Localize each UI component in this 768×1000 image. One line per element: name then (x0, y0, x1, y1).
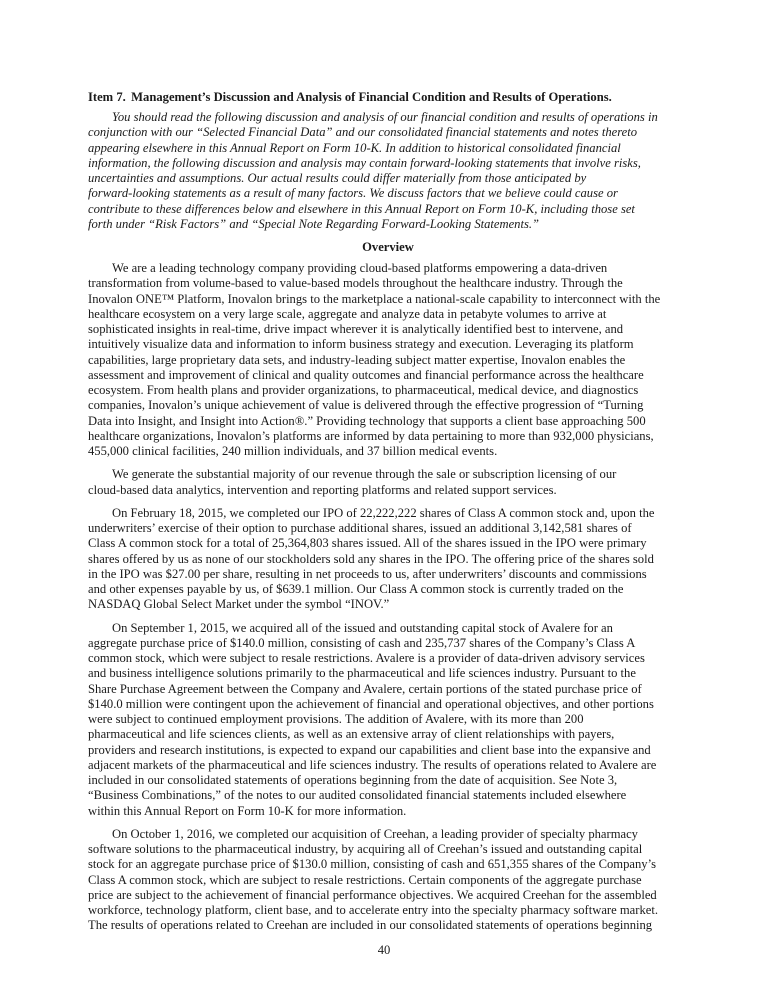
text-line: Inovalon ONE™ Platform, Inovalon brings to the marketplace a national-scale capability to interconnect with the (88, 291, 661, 306)
text-line: Class A common stock for a total of 25,364,803 shares issued. All of the shares issued in the IPO were primary (88, 536, 647, 551)
text-line: underwriters’ exercise of their option to purchase additional shares, issued an additional 3,142,581 shares of (88, 521, 632, 535)
text-line: forward-looking statements as a result of many factors. We discuss factors that we believe could cause or (88, 186, 618, 201)
text-line: were subject to continued employment provisions. The addition of Avalere, with its more than 200 (88, 712, 584, 726)
text-line: and business intelligence solutions primarily to the pharmaceutical and life sciences industry. Pursuant to the (88, 666, 636, 681)
text-line: in the IPO was $27.00 per share, resulting in net proceeds to us, after underwriters’ discounts and commissions (88, 566, 647, 581)
paragraph (88, 261, 688, 459)
text-line: conjunction with our “Selected Financial Data” and our consolidated financial statements and notes thereto (88, 125, 638, 140)
text-line: information, the following discussion and analysis may contain forward-looking statements that involve risks, (88, 155, 641, 170)
text-line: assessment and improvement of clinical and quality outcomes and financial performance across the healthcare (88, 367, 644, 382)
text-line: sophisticated insights in real-time, drive impact wherever it is analytically identified best to intervene, and (88, 322, 624, 336)
item-title: Management’s Discussion and Analysis of Financial Condition and Results of Operations. (131, 90, 612, 104)
body-text (88, 261, 688, 934)
text-line: transformation from volume-based to value-based models throughout the healthcare industry. Through the (88, 276, 623, 291)
text-line: providers and research institutions, is expected to expand our capabilities and client base into the expansive and (88, 742, 651, 757)
text-line: intuitively visualize data and information to inform business strategy and execution. Leveraging its platform (88, 337, 634, 352)
text-line: Share Purchase Agreement between the Company and Avalere, certain portions of the stated purchase price of (88, 681, 642, 696)
section-title: Overview (362, 240, 414, 254)
text-line: $140.0 million were contingent upon the achievement of financial and operational objectives, and other portions (88, 696, 654, 711)
intro-paragraph (88, 110, 688, 232)
text-line: workforce, technology platform, client base, and to accelerate entry into the specialty pharmacy software market. (88, 903, 658, 917)
text-line: healthcare ecosystem on a very large scale, aggregate and analyze data in petabyte volumes to arrive at (88, 306, 607, 321)
text-line: 455,000 clinical facilities, 240 million individuals, and 37 billion medical events. (88, 444, 498, 458)
text-line: included in our consolidated statements of operations beginning from the date of acquisition. See Note 3, (88, 773, 618, 787)
text-line: aggregate purchase price of $140.0 million, consisting of cash and 235,737 shares of the Company’s Class A (88, 635, 636, 650)
page-number: 40 (377, 943, 391, 957)
text-line: healthcare organizations, Inovalon’s platforms are informed by data pertaining to more than 932,000 physicians, (88, 428, 654, 443)
paragraph (88, 621, 688, 819)
item-heading (88, 89, 688, 105)
text-line: “Business Combinations,” of the notes to our audited consolidated financial statements included elsewhere (88, 788, 627, 803)
text-line: and other expenses payable by us, of $639.1 million. Our Class A common stock is currently traded on the (88, 582, 624, 596)
text-line: On February 18, 2015, we completed our IPO of 22,222,222 shares of Class A common stock and, upon the (112, 505, 655, 520)
paragraph (88, 506, 688, 613)
text-line: adjacent markets of the pharmaceutical and life sciences industry. The results of operations related to Avalere are (88, 757, 657, 772)
text-line: software solutions to the pharmaceutical industry, by acquiring all of Creehan’s issued and outstanding capital (88, 842, 643, 856)
document-page (88, 89, 688, 942)
text-line: On October 1, 2016, we completed our acquisition of Creehan, a leading provider of specialty pharmacy (112, 826, 638, 841)
text-line: The results of operations related to Creehan are included in our consolidated statements of operations beginning (88, 918, 653, 933)
text-line: NASDAQ Global Select Market under the symbol “INOV.” (88, 597, 390, 612)
text-line: ecosystem. From health plans and provider organizations, to pharmaceutical, medical device, and diagnostics (88, 383, 639, 397)
text-line: We are a leading technology company providing cloud-based platforms empowering a data-driven (112, 261, 608, 275)
text-line: common stock, which were subject to resale restrictions. Avalere is a provider of data-driven advisory services (88, 651, 645, 665)
text-line: cloud-based data analytics, intervention and reporting platforms and related support services. (88, 482, 557, 497)
text-line: companies, Inovalon’s unique achievement of value is delivered through the effective progression of “Turning (88, 398, 644, 413)
text-line: appearing elsewhere in this Annual Report on Form 10-K. In addition to historical consolidated financial (88, 140, 621, 155)
text-line: shares offered by us as none of our stockholders sold any shares in the IPO. The offering price of the shares sold (88, 551, 654, 566)
text-line: pharmaceutical and life sciences clients, as well as an extensive array of client relationships with payers, (88, 727, 615, 742)
text-line: We generate the substantial majority of our revenue through the sale or subscription licensing of our (112, 467, 617, 482)
text-line: capabilities, large proprietary data sets, and industry-leading subject matter expertise, Inovalon enables the (88, 352, 626, 367)
text-line: price are subject to the achievement of financial performance objectives. We acquired Creehan for the assembled (88, 887, 657, 902)
text-line: stock for an aggregate purchase price of $130.0 million, consisting of cash and 651,355 shares of the Company’s (88, 857, 656, 872)
paragraph (88, 467, 688, 498)
text-line: forth under “Risk Factors” and “Special Note Regarding Forward-Looking Statements.” (88, 216, 540, 231)
text-line: You should read the following discussion and analysis of our financial condition and results of operations in (112, 110, 658, 124)
text-line: Class A common stock, which are subject to resale restrictions. Certain components of the aggregate purchase (88, 872, 642, 887)
text-line: uncertainties and assumptions. Our actual results could differ materially from those anticipated by (88, 171, 587, 185)
item-number: Item 7. (88, 90, 126, 104)
text-line: within this Annual Report on Form 10-K for more information. (88, 803, 407, 818)
paragraph (88, 827, 688, 934)
text-line: Data into Insight, and Insight into Action®.” Providing technology that supports a client base approaching 500 (88, 413, 646, 428)
text-line: On September 1, 2015, we acquired all of the issued and outstanding capital stock of Avalere for an (112, 620, 613, 635)
text-line: contribute to these differences below and elsewhere in this Annual Report on Form 10-K, including those set (88, 201, 635, 216)
